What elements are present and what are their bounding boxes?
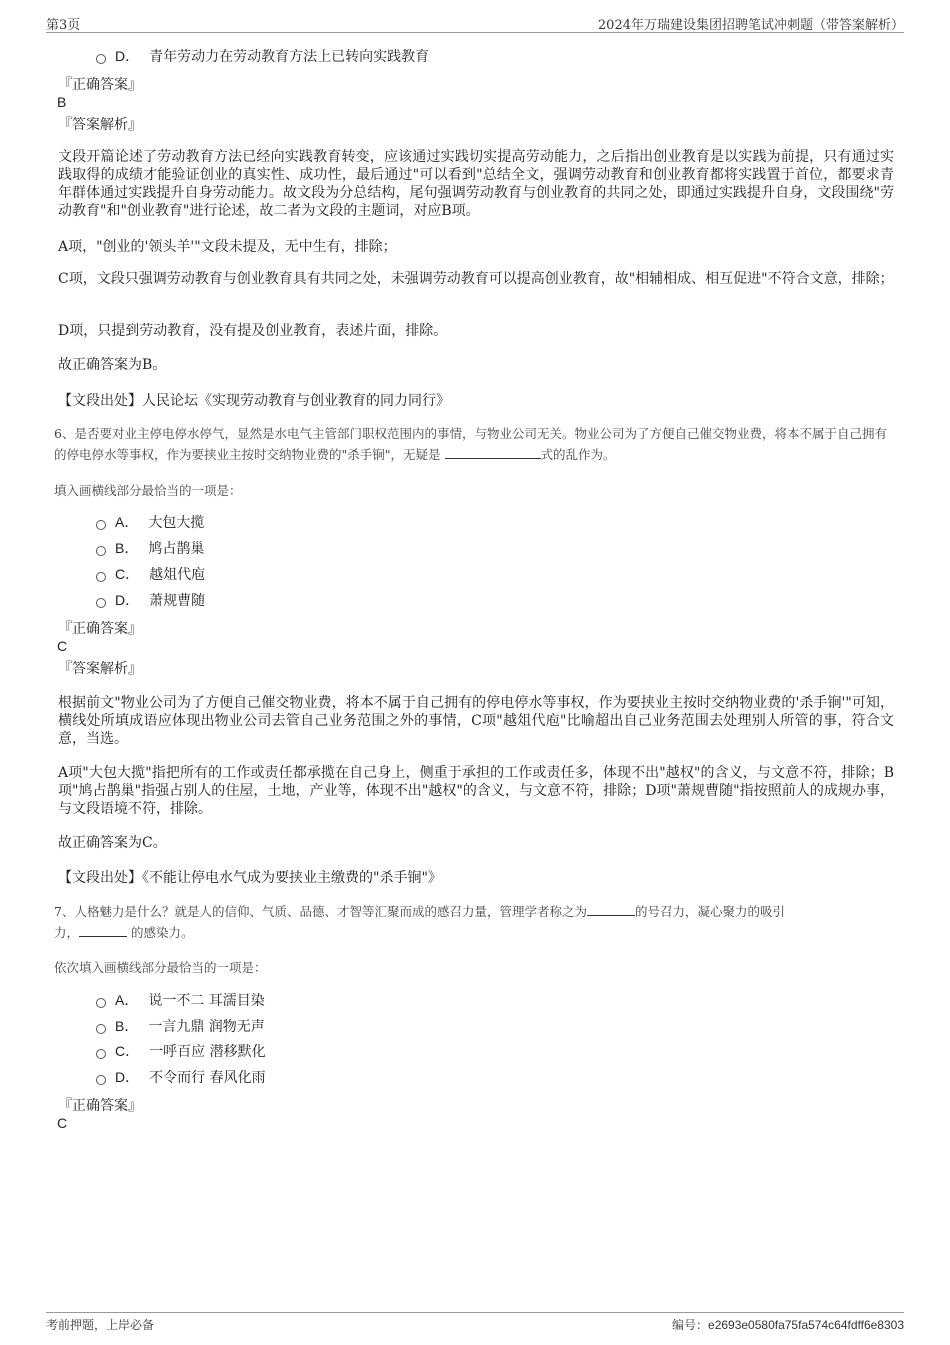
q5-answer: B: [57, 94, 67, 110]
q7-blank-1: [587, 903, 635, 916]
q7-prompt: 依次填入画横线部分最恰当的一项是：: [54, 960, 267, 975]
q6-question: 6、是否要对业主停电停水停气，显然是水电气主管部门职权范围内的事情，与物业公司无关。物业公司为了方便自己催交物业费，将本不属于自己拥有的停电停水等事权，作为要挟业主按时交纳物业费的"杀手锏"，无疑是 式的乱作为。: [54, 426, 887, 462]
radio-icon[interactable]: [96, 1049, 106, 1059]
q6-analysis-p3: 故正确答案为C。: [58, 835, 167, 851]
document-title: 2024年万瑞建设集团招聘笔试冲刺题（带答案解析）: [597, 18, 904, 33]
radio-icon[interactable]: [96, 54, 106, 64]
q5-answer-label: 『正确答案』: [58, 77, 142, 93]
q5-source: 【文段出处】人民论坛《实现劳动教育与创业教育的同力同行》: [58, 393, 450, 409]
q6-answer-label: 『正确答案』: [58, 621, 142, 637]
q6-option-a[interactable]: A． 大包大揽: [96, 512, 204, 532]
page-number: 第3页: [46, 18, 81, 33]
q6-analysis-label: 『答案解析』: [58, 661, 142, 677]
q6-option-d[interactable]: D． 萧规曹随: [96, 590, 205, 610]
q5-option-d[interactable]: D． 青年劳动力在劳动教育方法上已转向实践教育: [96, 46, 429, 66]
radio-icon[interactable]: [96, 546, 106, 556]
q6-source: 【文段出处】《不能让停电水气成为要挟业主缴费的"杀手锏"》: [58, 870, 442, 886]
q6-analysis-p2: A项"大包大揽"指把所有的工作或责任都承揽在自己身上，侧重于承担的工作或责任多，体现不出"越权"的含义，与文意不符，排除；B项"鸠占鹊巢"指强占别人的住屋，土地，产业等，体现不出"越权"的含义，与文意不符，排除；D项"萧规曹随"指按照前人的成规办事，与文段语境不符，排除。: [58, 765, 894, 817]
q7-option-d[interactable]: D． 不令而行 春风化雨: [96, 1067, 266, 1087]
page-footer: [46, 1312, 904, 1333]
q7-option-c[interactable]: C． 一呼百应 潜移默化: [96, 1041, 266, 1061]
q7-answer-label: 『正确答案』: [58, 1098, 142, 1114]
q6-prompt: 填入画横线部分最恰当的一项是：: [54, 483, 242, 498]
radio-icon[interactable]: [96, 998, 106, 1008]
page-header: [46, 14, 904, 33]
radio-icon[interactable]: [96, 1075, 106, 1085]
footer-code: 编号：e2693e0580fa75fa574c64fdff6e8303: [672, 1318, 904, 1332]
radio-icon[interactable]: [96, 598, 106, 608]
q6-blank: [445, 446, 541, 459]
radio-icon[interactable]: [96, 1024, 106, 1034]
q5-analysis-label: 『答案解析』: [58, 117, 142, 133]
q5-analysis-p3: C项，文段只强调劳动教育与创业教育具有共同之处，未强调劳动教育可以提高创业教育，故"相辅相成、相互促进"不符合文意，排除；: [58, 271, 894, 287]
q7-blank-2: [79, 924, 127, 937]
q7-question: 7、人格魅力是什么？就是人的信仰、气质、品德、才智等汇聚而成的感召力量，管理学者称之为 的号召力，凝心聚力的吸引 力， 的感染力。: [54, 904, 785, 940]
q5-analysis-p2: A项，"创业的'领头羊'"文段未提及，无中生有，排除；: [58, 239, 397, 255]
q5-analysis-p4: D项，只提到劳动教育，没有提及创业教育，表述片面，排除。: [58, 323, 448, 339]
q6-analysis-p1: 根据前文"物业公司为了方便自己催交物业费，将本不属于自己拥有的停电停水等事权，作为要挟业主按时交纳物业费的'杀手锏'"可知，横线处所填成语应体现出物业公司去管自己业务范围之外的事情，C项"越俎代庖"比喻超出自己业务范围去处理别人所管的事，符合文意，当选。: [58, 695, 894, 747]
q6-option-b[interactable]: B． 鸠占鹊巢: [96, 538, 204, 558]
q7-answer: C: [57, 1115, 68, 1131]
q6-option-c[interactable]: C． 越俎代庖: [96, 564, 205, 584]
q5-analysis-p1: 文段开篇论述了劳动教育方法已经向实践教育转变，应该通过实践切实提高劳动能力，之后指出创业教育是以实践为前提，只有通过实践取得的成绩才能验证创业的真实性、成功性，最后通过"可以看到"总结全文，强调劳动教育和创业教育都将实践置于首位，都要求青年群体通过实践提升自身劳动能力。故文段为分总结构，尾句强调劳动教育与创业教育的共同之处，即通过实践提升自身，文段围绕"劳动教育"和"创业教育"进行论述，故二者为文段的主题词，对应B项。: [58, 149, 894, 219]
q6-answer: C: [57, 638, 68, 654]
q7-option-a[interactable]: A． 说一不二 耳濡目染: [96, 990, 265, 1010]
q7-option-b[interactable]: B． 一言九鼎 润物无声: [96, 1016, 265, 1036]
radio-icon[interactable]: [96, 520, 106, 530]
radio-icon[interactable]: [96, 572, 106, 582]
q5-analysis-p5: 故正确答案为B。: [58, 357, 167, 373]
footer-slogan: 考前押题，上岸必备: [46, 1318, 155, 1332]
